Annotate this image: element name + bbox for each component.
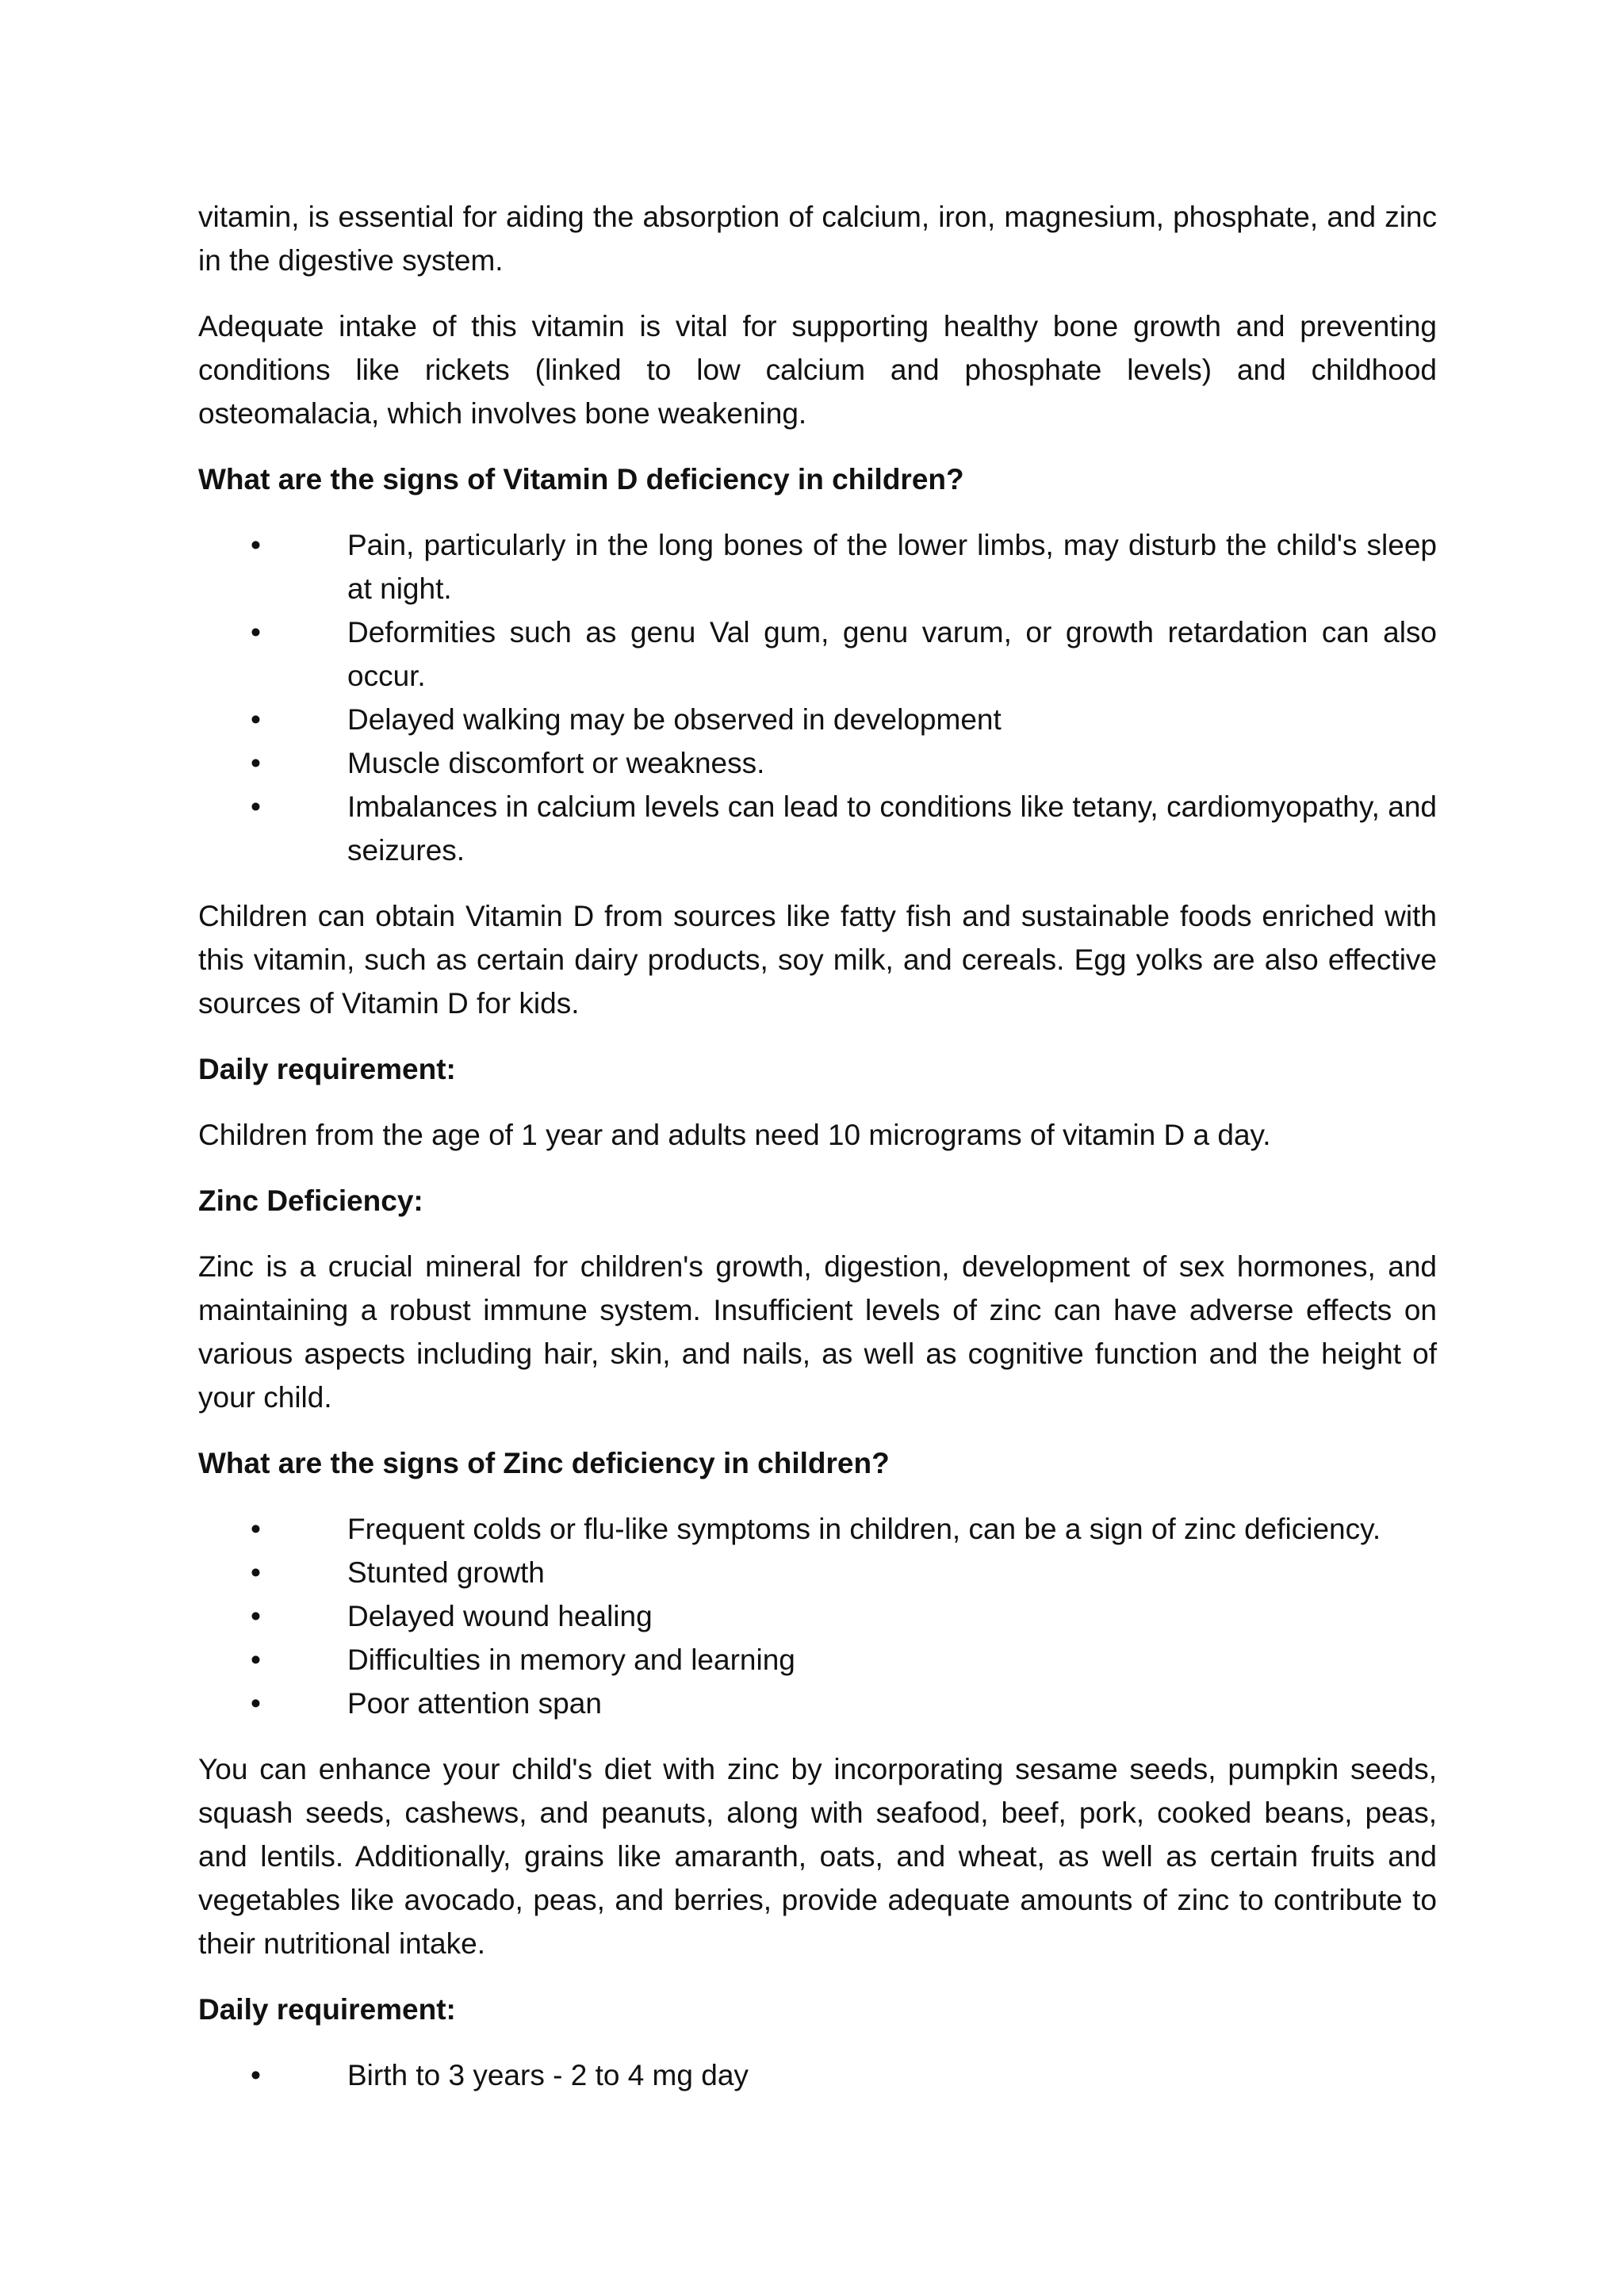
- bullet-icon: •: [251, 1600, 261, 1632]
- zinc-deficiency-heading: Zinc Deficiency:: [198, 1184, 423, 1217]
- bullet-icon: •: [251, 2059, 261, 2091]
- vitamin-d-signs-list: [198, 523, 1437, 872]
- bullet-icon: •: [251, 1556, 261, 1589]
- intro-paragraph: vitamin, is essential for aiding the absorption of calcium, iron, magnesium, phosphate, and zinc in the digestive system.: [198, 201, 1437, 277]
- vitamin-d-signs-heading: What are the signs of Vitamin D deficiency in children?: [198, 463, 964, 496]
- list-item: • Delayed wound healing: [198, 1594, 1437, 1638]
- zinc-signs-list: [198, 1507, 1437, 1725]
- list-item: • Birth to 3 years - 2 to 4 mg day: [198, 2053, 1437, 2097]
- bullet-icon: •: [251, 1513, 261, 1545]
- list-item: • Difficulties in memory and learning: [198, 1638, 1437, 1682]
- list-item: • Imbalances in calcium levels can lead to conditions like tetany, cardiomyopathy, and seizures.: [198, 785, 1437, 872]
- list-item: • Deformities such as genu Val gum, genu varum, or growth retardation can also occur.: [198, 610, 1437, 698]
- bullet-icon: •: [251, 1644, 261, 1676]
- zinc-intro-paragraph: Zinc is a crucial mineral for children's growth, digestion, development of sex hormones, and maintaining a robust immune system. Insufficient levels of zinc can have adverse effects on various aspects including hair, skin, and nails, as well as cognitive function and the height of your child.: [198, 1250, 1437, 1414]
- list-item: • Delayed walking may be observed in development: [198, 698, 1437, 741]
- zinc-daily-requirement-heading: Daily requirement:: [198, 1993, 456, 2026]
- list-item: • Poor attention span: [198, 1682, 1437, 1725]
- bullet-icon: •: [251, 703, 261, 736]
- bullet-icon: •: [251, 747, 261, 779]
- list-item: • Frequent colds or flu-like symptoms in children, can be a sign of zinc deficiency.: [198, 1507, 1437, 1551]
- list-item: • Stunted growth: [198, 1551, 1437, 1594]
- vitamin-d-daily-requirement-text: Children from the age of 1 year and adults need 10 micrograms of vitamin D a day.: [198, 1119, 1271, 1151]
- list-item: • Muscle discomfort or weakness.: [198, 741, 1437, 785]
- zinc-daily-requirement-list: [198, 2053, 1437, 2097]
- bullet-icon: •: [251, 616, 261, 649]
- list-item: • Pain, particularly in the long bones of the lower limbs, may disturb the child's sleep at night.: [198, 523, 1437, 610]
- vitamin-d-daily-requirement-heading: Daily requirement:: [198, 1053, 456, 1085]
- intro-paragraph-vitamin-importance: Adequate intake of this vitamin is vital for supporting healthy bone growth and preventing conditions like rickets (linked to low calcium and phosphate levels) and childhood osteomalacia, which involves bone weakening.: [198, 310, 1437, 430]
- zinc-sources-paragraph: You can enhance your child's diet with zinc by incorporating sesame seeds, pumpkin seeds, squash seeds, cashews, and peanuts, along with seafood, beef, pork, cooked beans, peas, and lentils. Additionally, grains like amaranth, oats, and wheat, as well as certain fruits and vegetables like avocado, peas, and berries, provide adequate amounts of zinc to contribute to their nutritional intake.: [198, 1753, 1437, 1960]
- bullet-icon: •: [251, 529, 261, 561]
- zinc-signs-heading: What are the signs of Zinc deficiency in children?: [198, 1447, 890, 1479]
- document-page: [198, 195, 1437, 2119]
- vitamin-d-sources-paragraph: Children can obtain Vitamin D from sources like fatty fish and sustainable foods enriched with this vitamin, such as certain dairy products, soy milk, and cereals. Egg yolks are also effective sources of Vitamin D for kids.: [198, 900, 1437, 1020]
- bullet-icon: •: [251, 790, 261, 823]
- bullet-icon: •: [251, 1687, 261, 1720]
